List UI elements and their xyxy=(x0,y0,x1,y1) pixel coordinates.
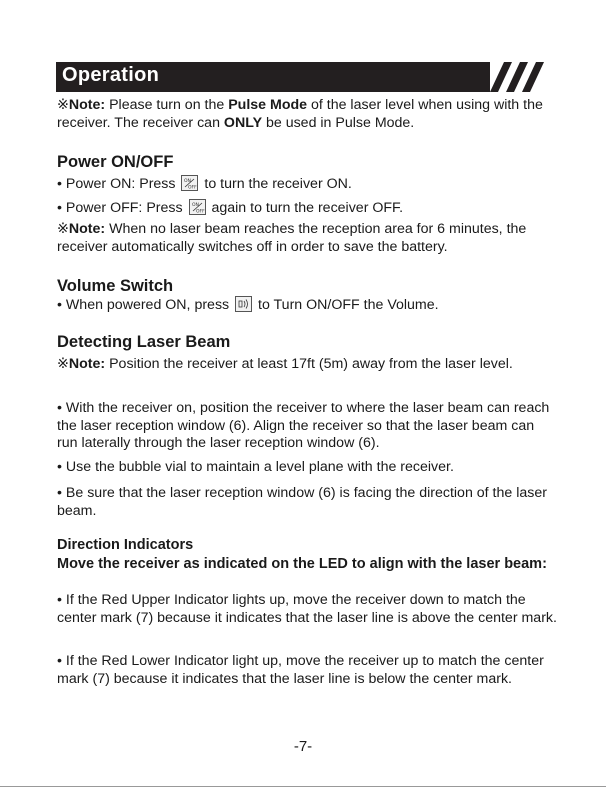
volume-icon xyxy=(235,296,252,312)
power-on-line: • Power ON: Press ON OFF to turn the receiver ON. xyxy=(57,176,352,192)
detect-paragraph-1: • With the receiver on, position the receiver to where the laser beam can reach the laser reception window (6). Align the receiver so that the laser beam can run laterally through the laser reception window (6). xyxy=(57,400,550,451)
direction-subtitle: Move the receiver as indicated on the LED to align with the laser beam: xyxy=(57,556,547,572)
svg-text:ON: ON xyxy=(184,179,192,184)
intro-note: ※Note: Please turn on the Pulse Mode of the laser level when using with the receiver. The receiver can ONLY be used in Pulse Mode. xyxy=(57,97,543,131)
detect-title: Detecting Laser Beam xyxy=(57,333,231,351)
volume-line: • When powered ON, press to Turn ON/OFF the Volume. xyxy=(57,297,439,313)
detect-paragraph-3: • Be sure that the laser reception window (6) is facing the direction of the laser beam. xyxy=(57,485,547,519)
svg-text:OFF: OFF xyxy=(188,185,198,190)
power-title: Power ON/OFF xyxy=(57,153,174,171)
power-note: ※Note: When no laser beam reaches the reception area for 6 minutes, the receiver automatically switches off in order to save the battery. xyxy=(57,221,527,255)
section-header xyxy=(56,62,544,92)
power-onoff-icon xyxy=(181,175,198,191)
detect-note: ※Note: Position the receiver at least 17ft (5m) away from the laser level. xyxy=(57,356,513,372)
power-onoff-icon xyxy=(189,199,206,215)
svg-text:OFF: OFF xyxy=(195,209,205,214)
page-number: -7- xyxy=(293,738,313,755)
volume-title: Volume Switch xyxy=(57,277,174,295)
detect-paragraph-2: • Use the bubble vial to maintain a level plane with the receiver. xyxy=(57,459,454,475)
footer-divider xyxy=(0,786,606,787)
power-off-line: • Power OFF: Press ON OFF again to turn the receiver OFF. xyxy=(57,200,404,216)
direction-paragraph-2: • If the Red Lower Indicator light up, move the receiver up to match the center mark (7) because it indicates that the laser line is below the center mark. xyxy=(57,653,544,687)
direction-title: Direction Indicators xyxy=(57,537,194,553)
svg-text:ON: ON xyxy=(191,203,199,208)
direction-paragraph-1: • If the Red Upper Indicator lights up, move the receiver down to match the center mark (7) because it indicates that the laser line is above the center mark. xyxy=(57,592,557,626)
header-stripes-decoration xyxy=(482,62,544,92)
page-title: Operation xyxy=(62,64,160,86)
